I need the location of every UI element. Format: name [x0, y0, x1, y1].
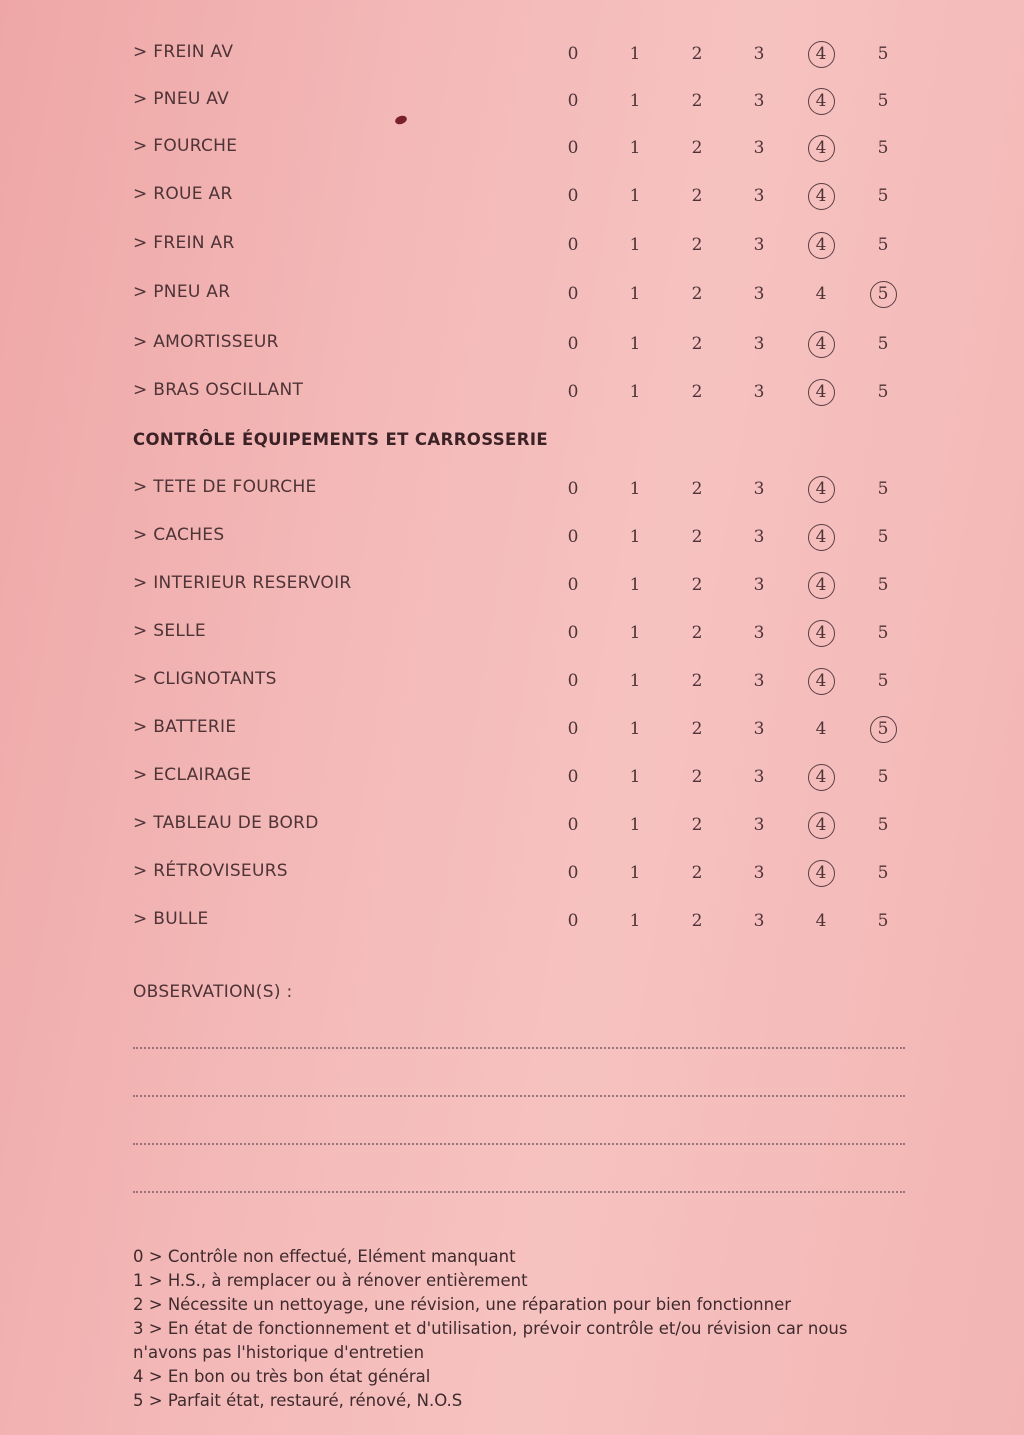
rating-row	[0, 184, 1024, 214]
score-option-5[interactable]: 5	[877, 334, 889, 354]
rating-row	[0, 669, 1024, 699]
score-option-0[interactable]: 0	[567, 527, 579, 547]
score-option-5[interactable]: 5	[877, 863, 889, 883]
row-label: > AMORTISSEUR	[133, 332, 279, 352]
score-option-0[interactable]: 0	[567, 815, 579, 835]
legend-item: 3 > En état de fonctionnement et d'utilisation, prévoir contrôle et/ou révision car nous n'avons pas l'historique d'entretien	[133, 1319, 848, 1362]
score-option-4[interactable]: 4	[808, 382, 834, 402]
score-option-2[interactable]: 2	[691, 334, 703, 354]
row-label: > BULLE	[133, 909, 209, 929]
score-option-0[interactable]: 0	[567, 44, 579, 64]
score-option-3[interactable]: 3	[753, 91, 765, 111]
score-option-0[interactable]: 0	[567, 911, 579, 931]
observations-label: OBSERVATION(S) :	[133, 982, 293, 1002]
score-option-3[interactable]: 3	[753, 334, 765, 354]
score-option-2[interactable]: 2	[691, 284, 703, 304]
score-option-4[interactable]: 4	[808, 186, 834, 206]
score-option-5[interactable]: 5	[877, 575, 889, 595]
score-option-0[interactable]: 0	[567, 863, 579, 883]
score-option-5[interactable]: 5	[877, 815, 889, 835]
score-option-0[interactable]: 0	[567, 186, 579, 206]
score-option-3[interactable]: 3	[753, 815, 765, 835]
rating-legend	[133, 1245, 903, 1413]
score-option-5[interactable]: 5	[877, 623, 889, 643]
score-option-5[interactable]: 5	[877, 671, 889, 691]
score-option-4[interactable]: 4	[808, 863, 834, 883]
score-option-3[interactable]: 3	[753, 479, 765, 499]
score-option-0[interactable]: 0	[567, 671, 579, 691]
observation-line[interactable]	[133, 1047, 905, 1049]
score-option-1[interactable]: 1	[629, 719, 641, 739]
score-option-1[interactable]: 1	[629, 911, 641, 931]
legend-item: 5 > Parfait état, restauré, rénové, N.O.S	[133, 1391, 463, 1410]
score-option-4[interactable]: 4	[808, 334, 834, 354]
row-label: > BRAS OSCILLANT	[133, 380, 304, 400]
score-option-4[interactable]: 4	[815, 911, 827, 931]
score-option-5[interactable]: 5	[877, 527, 889, 547]
score-option-3[interactable]: 3	[753, 671, 765, 691]
score-option-2[interactable]: 2	[691, 186, 703, 206]
legend-item: 0 > Contrôle non effectué, Elément manquant	[133, 1247, 516, 1266]
score-option-1[interactable]: 1	[629, 186, 641, 206]
score-option-3[interactable]: 3	[753, 44, 765, 64]
row-label: > INTERIEUR RESERVOIR	[133, 573, 352, 593]
observation-line[interactable]	[133, 1095, 905, 1097]
rating-row	[0, 477, 1024, 507]
legend-item: 1 > H.S., à remplacer ou à rénover entièrement	[133, 1271, 528, 1290]
score-option-2[interactable]: 2	[691, 382, 703, 402]
score-option-3[interactable]: 3	[753, 911, 765, 931]
row-label: > RÉTROVISEURS	[133, 861, 288, 881]
rating-row	[0, 573, 1024, 603]
score-option-4[interactable]: 4	[808, 671, 834, 691]
score-option-5[interactable]: 5	[877, 479, 889, 499]
rating-row	[0, 332, 1024, 362]
score-option-3[interactable]: 3	[753, 527, 765, 547]
legend-item: 2 > Nécessite un nettoyage, une révision, une réparation pour bien fonctionner	[133, 1295, 792, 1314]
score-option-3[interactable]: 3	[753, 138, 765, 158]
score-option-4[interactable]: 4	[808, 767, 834, 787]
score-option-2[interactable]: 2	[691, 44, 703, 64]
score-option-1[interactable]: 1	[629, 44, 641, 64]
score-option-3[interactable]: 3	[753, 575, 765, 595]
score-option-1[interactable]: 1	[629, 767, 641, 787]
rating-row	[0, 765, 1024, 795]
score-option-3[interactable]: 3	[753, 186, 765, 206]
score-option-5[interactable]: 5	[877, 235, 889, 255]
score-option-4[interactable]: 4	[808, 623, 834, 643]
score-option-0[interactable]: 0	[567, 138, 579, 158]
score-option-2[interactable]: 2	[691, 527, 703, 547]
score-option-2[interactable]: 2	[691, 863, 703, 883]
rating-row	[0, 717, 1024, 747]
score-option-5[interactable]: 5	[877, 44, 889, 64]
score-option-3[interactable]: 3	[753, 623, 765, 643]
row-label: > PNEU AR	[133, 282, 231, 302]
score-option-0[interactable]: 0	[567, 479, 579, 499]
score-option-4[interactable]: 4	[815, 719, 827, 739]
score-option-0[interactable]: 0	[567, 235, 579, 255]
score-option-0[interactable]: 0	[567, 767, 579, 787]
score-option-5[interactable]: 5	[877, 186, 889, 206]
score-option-3[interactable]: 3	[753, 719, 765, 739]
score-option-0[interactable]: 0	[567, 623, 579, 643]
score-option-1[interactable]: 1	[629, 671, 641, 691]
rating-row	[0, 89, 1024, 119]
score-option-4[interactable]: 4	[808, 479, 834, 499]
rating-row	[0, 42, 1024, 72]
score-option-1[interactable]: 1	[629, 479, 641, 499]
score-option-5[interactable]: 5	[877, 382, 889, 402]
rating-row	[0, 380, 1024, 410]
rating-row	[0, 233, 1024, 263]
score-option-2[interactable]: 2	[691, 623, 703, 643]
score-option-5[interactable]: 5	[877, 138, 889, 158]
row-label: > BATTERIE	[133, 717, 237, 737]
score-option-2[interactable]: 2	[691, 479, 703, 499]
row-label: > FOURCHE	[133, 136, 238, 156]
score-option-1[interactable]: 1	[629, 815, 641, 835]
section-title: CONTRÔLE ÉQUIPEMENTS ET CARROSSERIE	[133, 430, 549, 449]
rating-row	[0, 909, 1024, 939]
score-option-1[interactable]: 1	[629, 138, 641, 158]
row-label: > SELLE	[133, 621, 206, 641]
score-option-4[interactable]: 4	[808, 815, 834, 835]
score-option-0[interactable]: 0	[567, 719, 579, 739]
score-option-5[interactable]: 5	[870, 719, 896, 739]
row-label: > FREIN AV	[133, 42, 234, 62]
score-option-0[interactable]: 0	[567, 575, 579, 595]
score-option-4[interactable]: 4	[808, 575, 834, 595]
score-option-4[interactable]: 4	[808, 138, 834, 158]
row-label: > ECLAIRAGE	[133, 765, 252, 785]
score-option-2[interactable]: 2	[691, 719, 703, 739]
rating-row	[0, 813, 1024, 843]
score-option-2[interactable]: 2	[691, 767, 703, 787]
score-option-2[interactable]: 2	[691, 815, 703, 835]
score-option-1[interactable]: 1	[629, 235, 641, 255]
score-option-3[interactable]: 3	[753, 284, 765, 304]
score-option-4[interactable]: 4	[808, 91, 834, 111]
score-option-2[interactable]: 2	[691, 91, 703, 111]
score-option-3[interactable]: 3	[753, 235, 765, 255]
rating-row	[0, 136, 1024, 166]
score-option-5[interactable]: 5	[870, 284, 896, 304]
score-option-0[interactable]: 0	[567, 334, 579, 354]
row-label: > TETE DE FOURCHE	[133, 477, 317, 497]
score-option-4[interactable]: 4	[815, 284, 827, 304]
score-option-4[interactable]: 4	[808, 527, 834, 547]
score-option-2[interactable]: 2	[691, 235, 703, 255]
score-option-1[interactable]: 1	[629, 623, 641, 643]
legend-item: 4 > En bon ou très bon état général	[133, 1367, 431, 1386]
observation-line[interactable]	[133, 1191, 905, 1193]
score-option-3[interactable]: 3	[753, 863, 765, 883]
row-label: > CACHES	[133, 525, 225, 545]
score-option-1[interactable]: 1	[629, 575, 641, 595]
row-label: > PNEU AV	[133, 89, 230, 109]
score-option-5[interactable]: 5	[877, 767, 889, 787]
score-option-2[interactable]: 2	[691, 671, 703, 691]
rating-row	[0, 282, 1024, 312]
rating-row	[0, 861, 1024, 891]
score-option-4[interactable]: 4	[808, 235, 834, 255]
score-option-0[interactable]: 0	[567, 284, 579, 304]
score-option-1[interactable]: 1	[629, 91, 641, 111]
rating-row	[0, 621, 1024, 651]
score-option-2[interactable]: 2	[691, 575, 703, 595]
observation-line[interactable]	[133, 1143, 905, 1145]
score-option-1[interactable]: 1	[629, 527, 641, 547]
score-option-5[interactable]: 5	[877, 911, 889, 931]
score-option-4[interactable]: 4	[808, 44, 834, 64]
row-label: > FREIN AR	[133, 233, 235, 253]
score-option-1[interactable]: 1	[629, 284, 641, 304]
score-option-1[interactable]: 1	[629, 863, 641, 883]
row-label: > ROUE AR	[133, 184, 233, 204]
score-option-0[interactable]: 0	[567, 91, 579, 111]
rating-row	[0, 525, 1024, 555]
row-label: > TABLEAU DE BORD	[133, 813, 319, 833]
row-label: > CLIGNOTANTS	[133, 669, 277, 689]
score-option-2[interactable]: 2	[691, 138, 703, 158]
score-option-3[interactable]: 3	[753, 767, 765, 787]
score-option-1[interactable]: 1	[629, 382, 641, 402]
score-option-5[interactable]: 5	[877, 91, 889, 111]
score-option-3[interactable]: 3	[753, 382, 765, 402]
score-option-2[interactable]: 2	[691, 911, 703, 931]
score-option-1[interactable]: 1	[629, 334, 641, 354]
score-option-0[interactable]: 0	[567, 382, 579, 402]
